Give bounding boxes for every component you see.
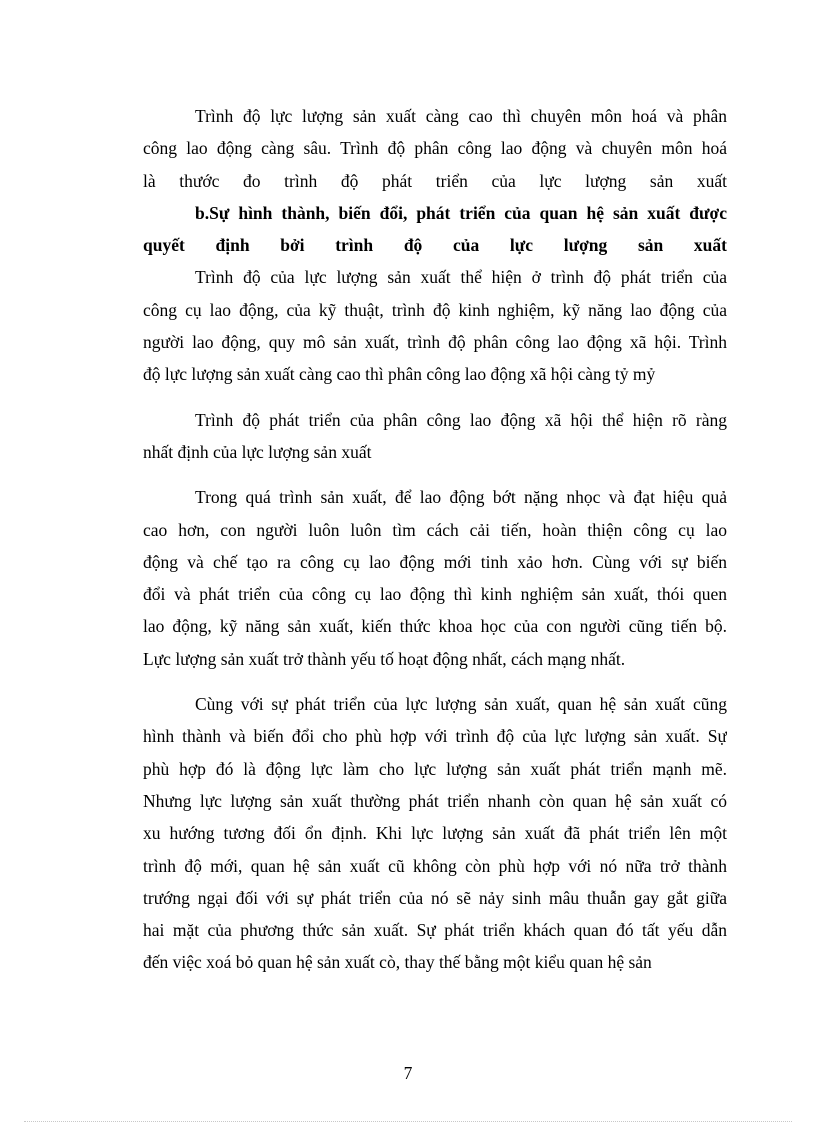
heading-line: b.Sự hình thành, biến đổi, phát triển của quan hệ sản xuất được [195,202,727,223]
page-body [143,100,727,979]
text-line: lao động, kỹ năng sản xuất, kiến thức khoa học của con người cũng tiến bộ. [143,616,727,637]
text-line: trình độ mới, quan hệ sản xuất cũ không còn phù hợp với nó nữa trở thành [143,855,727,876]
paragraph-division-of-labour [143,100,727,197]
paragraph-social-labour [143,404,727,469]
paragraph-gap [143,675,727,688]
page-bottom-divider [24,1121,792,1122]
paragraph-gap [143,468,727,481]
text-line: động và chế tạo ra công cụ lao động mới tinh xảo hơn. Cùng với sự biến [143,551,727,572]
text-line: Cùng với sự phát triển của lực lượng sản xuất, quan hệ sản xuất cũng [195,694,727,715]
text-line: công lao động càng sâu. Trình độ phân công lao động và chuyên môn hoá [143,138,727,159]
text-line: nhất định của lực lượng sản xuất [143,441,372,462]
page-number: 7 [403,1063,413,1083]
text-line: công cụ lao động, của kỹ thuật, trình độ kinh nghiệm, kỹ năng lao động của [143,299,727,320]
paragraph-tools-improvement [143,481,727,675]
text-line: là thước đo trình độ phát triển của lực lượng sản xuất [143,170,727,191]
paragraph-production-level [143,261,727,390]
text-line: đến việc xoá bỏ quan hệ sản xuất cò, thay thế bằng một kiểu quan hệ sản [143,952,652,973]
section-heading [143,197,727,262]
text-line: đổi và phát triển của công cụ lao động thì kinh nghiệm sản xuất, thói quen [143,584,727,605]
text-line: trướng ngại đối với sự phát triển của nó sẽ nảy sinh mâu thuẫn gay gắt giữa [143,887,727,908]
text-line: Nhưng lực lượng sản xuất thường phát triển nhanh còn quan hệ sản xuất có [143,790,727,811]
text-line: Trình độ phát triển của phân công lao động xã hội thể hiện rõ ràng [195,409,727,430]
text-line: cao hơn, con người luôn luôn tìm cách cải tiến, hoàn thiện công cụ lao [143,519,727,540]
text-line: Trong quá trình sản xuất, để lao động bớt nặng nhọc và đạt hiệu quả [195,487,727,508]
text-line: phù hợp đó là động lực làm cho lực lượng sản xuất phát triển mạnh mẽ. [143,758,727,779]
paragraph-production-relations [143,688,727,979]
heading-line: quyết định bởi trình độ của lực lượng sản xuất [143,235,727,256]
text-line: độ lực lượng sản xuất càng cao thì phân công lao động xã hội càng tỷ mỷ [143,364,656,385]
text-line: người lao động, quy mô sản xuất, trình độ phân công lao động xã hội. Trình [143,332,727,353]
text-line: Lực lượng sản xuất trở thành yếu tố hoạt động nhất, cách mạng nhất. [143,648,626,669]
text-line: hình thành và biến đổi cho phù hợp với trình độ của lực lượng sản xuất. Sự [143,726,727,747]
text-line: xu hướng tương đối ổn định. Khi lực lượng sản xuất đã phát triển lên một [143,823,727,844]
paragraph-gap [143,391,727,404]
text-line: Trình độ lực lượng sản xuất càng cao thì chuyên môn hoá và phân [195,106,727,126]
text-line: Trình độ của lực lượng sản xuất thể hiện ở trình độ phát triển của [195,267,727,288]
text-line: hai mặt của phương thức sản xuất. Sự phát triển khách quan đó tất yếu dẫn [143,920,727,941]
